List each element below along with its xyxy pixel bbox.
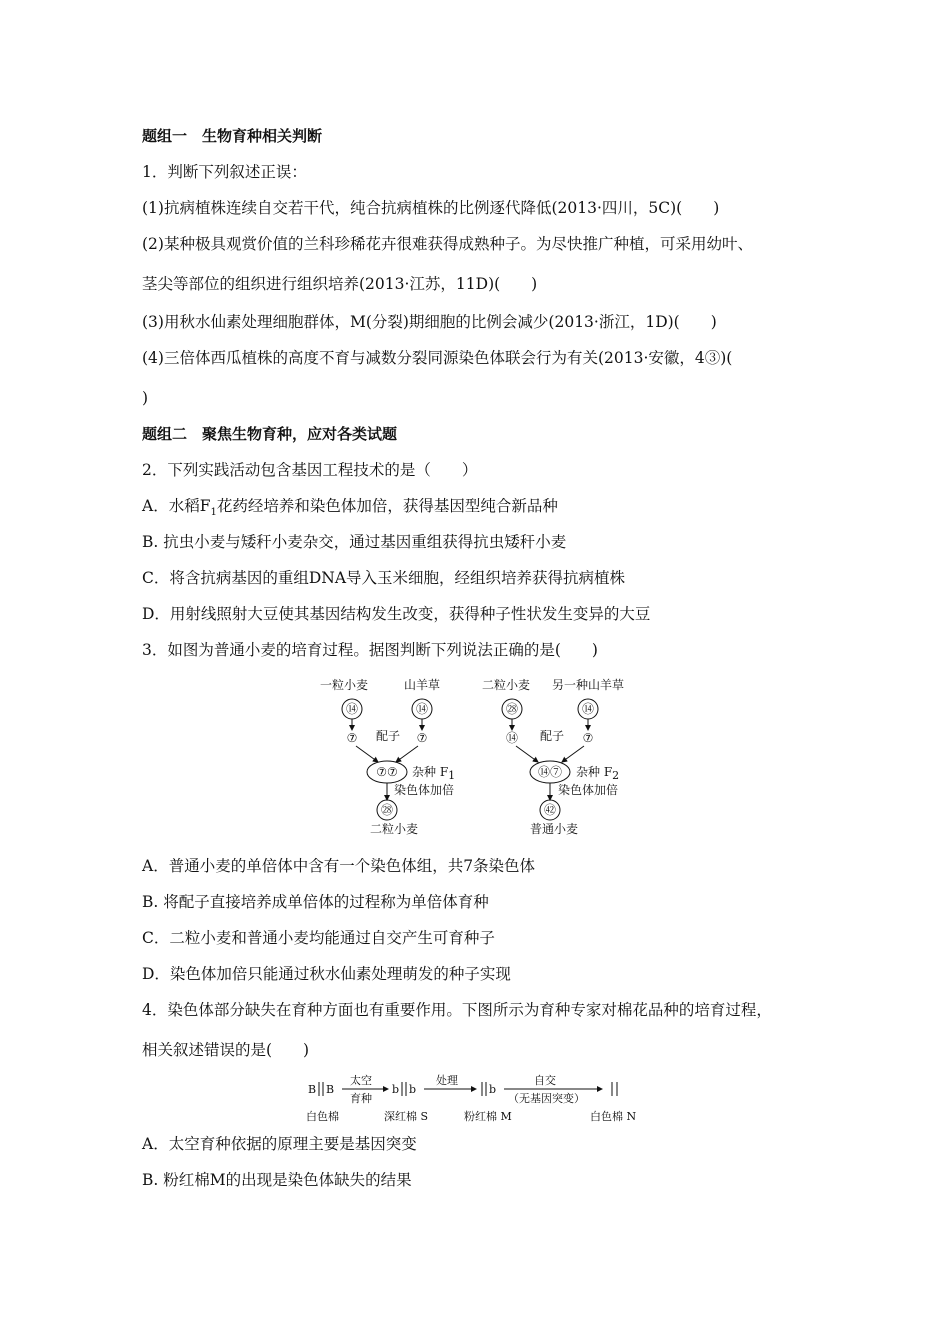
- q1-item2-line2: 茎尖等部位的组织进行组织培养(2013·江苏，11D)( ): [142, 275, 538, 293]
- svg-text:b: b: [409, 1083, 417, 1096]
- q1-item1: (1)抗病植株连续自交若干代，纯合抗病植株的比例逐代降低(2013·四川，5C)( ): [142, 199, 720, 217]
- right-p2-chrom: ⑭: [581, 702, 595, 716]
- left-hybrid-chrom: ⑦⑦: [376, 765, 398, 779]
- q4-stem-line1: 4．染色体部分缺失在育种方面也有重要作用。下图所示为育种专家对棉花品种的培育过程，: [142, 1001, 772, 1019]
- svg-text:b: b: [392, 1083, 400, 1096]
- right-g1-chrom: ⑭: [505, 731, 519, 745]
- left-g1-chrom: ⑦: [346, 731, 358, 745]
- q3-option-c: C．二粒小麦和普通小麦均能通过自交产生可育种子: [142, 929, 495, 947]
- q1-item3: (3)用秋水仙素处理细胞群体，M(分裂)期细胞的比例会减少(2013·浙江，1D)( ): [142, 313, 717, 331]
- svg-text:育种: 育种: [350, 1092, 372, 1105]
- q4-option-b: B. 粉红棉M的出现是染色体缺失的结果: [142, 1171, 412, 1189]
- right-gamete-label: 配子: [540, 729, 565, 743]
- left-gamete-label: 配子: [376, 729, 401, 743]
- q4-stem-line2: 相关叙述错误的是( ): [142, 1041, 310, 1059]
- q3-option-b: B. 将配子直接培养成单倍体的过程称为单倍体育种: [142, 893, 489, 911]
- q1-item4-line1: (4)三倍体西瓜植株的高度不育与减数分裂同源染色体联会行为有关(2013·安徽，4③)(: [142, 349, 733, 367]
- q1-item2-line1: (2)某种极具观赏价值的兰科珍稀花卉很难获得成熟种子。为尽快推广种植，可采用幼叶、: [142, 235, 753, 253]
- svg-text:太空: 太空: [350, 1074, 372, 1087]
- left-parent2-label: 山羊草: [404, 678, 441, 692]
- svg-text:深红棉 S: 深红棉 S: [384, 1110, 429, 1123]
- left-p2-chrom: ⑭: [415, 702, 429, 716]
- q3-option-d: D．染色体加倍只能通过秋水仙素处理萌发的种子实现: [142, 965, 511, 983]
- q4-option-a: A．太空育种依据的原理主要是基因突变: [142, 1135, 417, 1153]
- q2-stem: 2．下列实践活动包含基因工程技术的是（ ）: [142, 461, 478, 479]
- svg-text:处理: 处理: [436, 1074, 458, 1087]
- group2-title: 题组二 聚焦生物育种，应对各类试题: [142, 425, 398, 443]
- svg-text:B: B: [308, 1083, 317, 1096]
- right-result-label: 普通小麦: [530, 822, 579, 836]
- q2-option-a: A．水稻$F_1$花药经培养和染色体加倍，获得基因型纯合新品种: [142, 497, 558, 519]
- left-result-label: 二粒小麦: [370, 822, 419, 836]
- left-p1-chrom: ⑭: [345, 702, 359, 716]
- group1-title: 题组一 生物育种相关判断: [142, 127, 323, 145]
- right-p1-chrom: ㉘: [505, 702, 519, 716]
- cotton-breeding-diagram: [304, 1074, 644, 1128]
- q3-option-a: A．普通小麦的单倍体中含有一个染色体组，共7条染色体: [142, 857, 536, 875]
- q2-option-c: C．将含抗病基因的重组DNA导入玉米细胞，经组织培养获得抗病植株: [142, 569, 626, 587]
- right-result-chrom: ㊷: [543, 803, 557, 817]
- left-hybrid-label: 杂种 F1: [412, 765, 456, 782]
- left-doubling-label: 染色体加倍: [394, 783, 455, 797]
- q2-option-b: B. 抗虫小麦与矮秆小麦杂交，通过基因重组获得抗虫矮秆小麦: [142, 533, 567, 551]
- right-parent1-label: 二粒小麦: [482, 678, 531, 692]
- left-result-chrom: ㉘: [380, 803, 394, 817]
- q3-stem: 3．如图为普通小麦的培育过程。据图判断下列说法正确的是( ): [142, 641, 598, 659]
- right-parent2-label: 另一种山羊草: [552, 678, 625, 692]
- svg-text:白色棉 N: 白色棉 N: [590, 1110, 637, 1123]
- q2-option-d: D．用射线照射大豆使其基因结构发生改变，获得种子性状发生变异的大豆: [142, 605, 651, 623]
- right-g2-chrom: ⑦: [582, 731, 594, 745]
- svg-text:b: b: [489, 1083, 497, 1096]
- svg-text:（无基因突变）: （无基因突变）: [508, 1092, 585, 1105]
- right-doubling-label: 染色体加倍: [558, 783, 619, 797]
- svg-text:B: B: [326, 1083, 335, 1096]
- q1-stem: 1．判断下列叙述正误：: [142, 163, 307, 181]
- left-g2-chrom: ⑦: [416, 731, 428, 745]
- svg-text:粉红棉 M: 粉红棉 M: [464, 1110, 512, 1123]
- right-hybrid-label: 杂种 F2: [576, 765, 620, 782]
- svg-text:白色棉: 白色棉: [306, 1110, 339, 1123]
- right-hybrid-chrom: ⑭⑦: [537, 765, 563, 779]
- q1-item4-line2: ): [142, 389, 149, 407]
- left-parent1-label: 一粒小麦: [320, 678, 369, 692]
- wheat-breeding-diagram: [316, 676, 646, 838]
- svg-text:自交: 自交: [534, 1074, 556, 1087]
